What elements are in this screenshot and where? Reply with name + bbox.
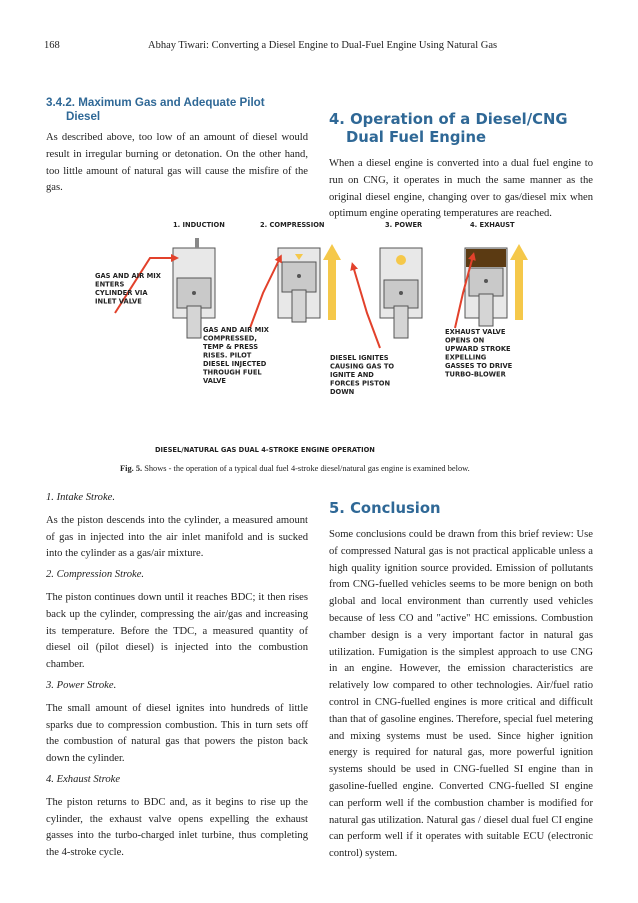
section-4-heading: [329, 111, 593, 147]
section-342: [46, 96, 308, 201]
note-induction: GAS AND AIR MIX ENTERS CYLINDER VIA INLET VALVE: [95, 272, 161, 306]
section-342-heading: [46, 96, 308, 124]
section-4: [329, 111, 593, 227]
section-5-text: Some conclusions could be drawn from this brief review: Use of compressed Natural gas is not practical applicable unless a high quality ignition source provided. Emission of pollutants from CNG-fuelled vehicles seems to be more benign on both global and local environment than currently used vehicles because of less CO and "active" HC emissions. Combustion chamber design is a very important factor in natural gas utilization. Fumigation is the simplest approach to use CNG in an engine. However, the emission characteristics are relatively low compared to other technologies. Air/fuel ratio control in CNG-fuelled engines is more critical and difficult than that of gasoline engines. Therefore, special fuel metering and mixing systems must be used. Since higher ignition energy is required for natural gas, more powerful ignition systems should be used in CNG-fuelled SI engine than in gasoline-fuelled engine. Converted CNG-fuelled SI engine can perform well if the combustion chamber is modified for natural gas utilization. Natural gas / diesel dual fuel CI engine can perform well if it operates with suitable ECU (electronic control) system.: [329, 529, 593, 860]
section-4-text: When a diesel engine is converted into a dual fuel engine to run on CNG, it operates in much the same manner as the original diesel engine, changing over to gas/diesel mix when optimum engine operating temperatures are reached.: [329, 158, 593, 220]
arrow-exhaust-yellow-head: [510, 244, 528, 260]
arrow-exhaust-yellow: [515, 260, 523, 320]
page-number: 168: [44, 40, 60, 51]
arrow-compression-yellow-head: [323, 244, 341, 260]
stage-title-induction: 1. INDUCTION: [173, 221, 225, 229]
figure-caption-text: Shows - the operation of a typical dual fuel 4-stroke diesel/natural gas engine is examined below.: [142, 464, 470, 473]
arrow-compression: [250, 258, 280, 328]
note-power: DIESEL IGNITES CAUSING GAS TO IGNITE AND FORCES PISTON DOWN: [330, 354, 395, 396]
note-exhaust: EXHAUST VALVE OPENS ON UPWARD STROKE EXPELLING GASSES TO DRIVE TURBO-BLOWER: [445, 328, 513, 379]
section-5: [329, 500, 593, 867]
section-342-heading-line1: 3.4.2. Maximum Gas and Adequate Pilot: [46, 96, 265, 109]
engine-operation-figure: [95, 218, 535, 460]
section-4-heading-line2: Dual Fuel Engine: [346, 129, 487, 146]
figure-caption: [120, 464, 540, 473]
figure-caption-label: Fig. 5.: [120, 464, 143, 473]
stroke-3-title: 3. Power Stroke.: [46, 679, 117, 691]
section-4-heading-line1: 4. Operation of a Diesel/CNG: [329, 111, 568, 128]
arrow-compression-yellow: [328, 260, 336, 320]
cylinder-power: [380, 248, 422, 338]
running-title: Abhay Tiwari: Converting a Diesel Engine to Dual-Fuel Engine Using Natural Gas: [148, 40, 498, 51]
arrow-power: [353, 266, 380, 348]
figure-footer: DIESEL/NATURAL GAS DUAL 4-STROKE ENGINE OPERATION: [155, 446, 375, 454]
section-342-text: As described above, too low of an amount of diesel would result in irregular burning or detonation. On the other hand, too little amount of natural gas will cause the misfire of the gas.: [46, 132, 308, 194]
stroke-4-text: The piston returns to BDC and, as it begins to rise up the cylinder, the exhaust valve opens expelling the exhaust gasses into the turbo-charged inlet turbine, thus completing the 4-stroke cycle.: [46, 796, 308, 859]
section-342-heading-line2: Diesel: [66, 110, 101, 123]
section-5-heading: 5. Conclusion: [329, 500, 441, 517]
stroke-4-title: 4. Exhaust Stroke: [46, 773, 121, 785]
cylinder-induction: [173, 238, 215, 338]
cylinder-compression: [278, 248, 320, 322]
stroke-1-text: As the piston descends into the cylinder, a measured amount of gas in injected into the air inlet manifold and is sucked into the cylinder as a gas/air mixture.: [46, 514, 308, 560]
stage-title-power: 3. POWER: [385, 221, 423, 229]
stage-title-exhaust: 4. EXHAUST: [470, 221, 515, 229]
stroke-2-title: 2. Compression Stroke.: [46, 569, 145, 581]
note-compression: GAS AND AIR MIX COMPRESSED, TEMP & PRESS RISES. PILOT DIESEL INJECTED THROUGH FUEL VALVE: [203, 326, 269, 385]
stroke-2-text: The piston continues down until it reaches BDC; it then rises back up the cylinder, compressing the air/gas and increasing its temperature. Before the TDC, a measured quantity of diesel oil (pilot diesel) is injected into the combustion chamber.: [46, 591, 308, 671]
stage-title-compression: 2. COMPRESSION: [260, 221, 325, 229]
stroke-1-title: 1. Intake Stroke.: [46, 492, 116, 503]
stroke-3-text: The small amount of diesel ignites into hundreds of little sparks due to compression combustion. This in turn sets off the combustion of natural gas that powers the piston back down the cylinder.: [46, 702, 308, 765]
stroke-descriptions: [46, 487, 308, 866]
